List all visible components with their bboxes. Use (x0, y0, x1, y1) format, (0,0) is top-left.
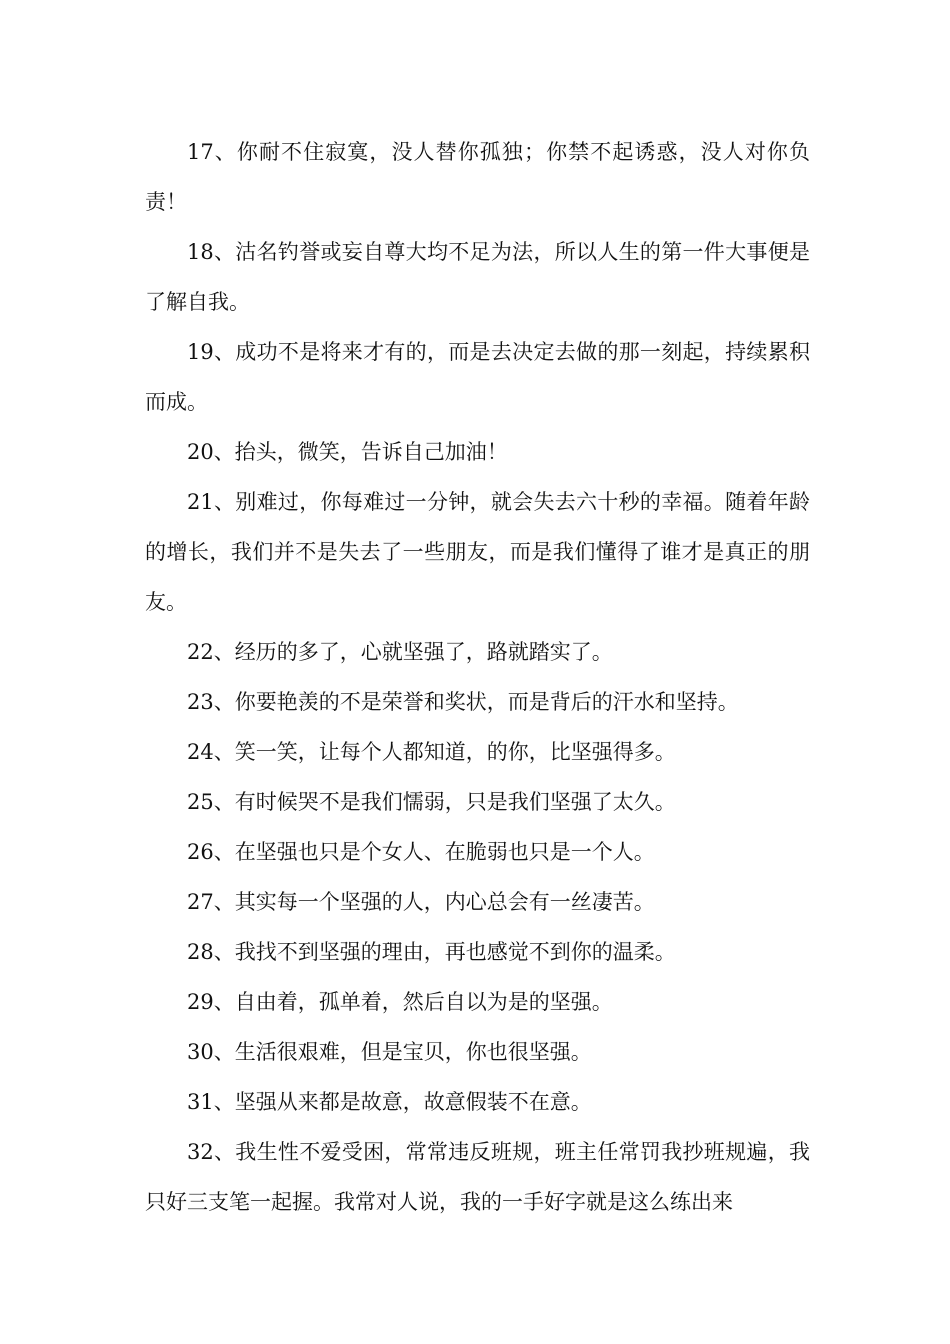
paragraph-22: 22、经历的多了，心就坚强了，路就踏实了。 (187, 640, 613, 664)
paragraph-28: 28、我找不到坚强的理由，再也感觉不到你的温柔。 (187, 940, 676, 964)
document-body (145, 127, 810, 1227)
paragraph-21: 21、别难过，你每难过一分钟，就会失去六十秒的幸福。随着年龄的增长，我们并不是失去了一些朋友，而是我们懂得了谁才是真正的朋友。 (145, 490, 810, 614)
paragraph-30: 30、生活很艰难，但是宝贝，你也很坚强。 (187, 1040, 592, 1064)
paragraph-29: 29、自由着，孤单着，然后自以为是的坚强。 (187, 990, 613, 1014)
paragraph-27: 27、其实每一个坚强的人，内心总会有一丝凄苦。 (187, 890, 655, 914)
paragraph-19: 19、成功不是将来才有的，而是去决定去做的那一刻起，持续累积而成。 (145, 340, 810, 414)
paragraph-20: 20、抬头，微笑，告诉自己加油！ (187, 440, 508, 464)
paragraph-31: 31、坚强从来都是故意，故意假装不在意。 (187, 1090, 592, 1114)
paragraph-17: 17、你耐不住寂寞，没人替你孤独；你禁不起诱惑，没人对你负责！ (145, 140, 810, 214)
paragraph-18: 18、沽名钓誉或妄自尊大均不足为法，所以人生的第一件大事便是了解自我。 (145, 240, 810, 314)
paragraph-25: 25、有时候哭不是我们懦弱，只是我们坚强了太久。 (187, 790, 676, 814)
paragraph-26: 26、在坚强也只是个女人、在脆弱也只是一个人。 (187, 840, 655, 864)
paragraph-32: 32、我生性不爱受困，常常违反班规，班主任常罚我抄班规遍，我只好三支笔一起握。我常对人说，我的一手好字就是这么练出来 (145, 1140, 810, 1214)
paragraph-24: 24、笑一笑，让每个人都知道，的你，比坚强得多。 (187, 740, 676, 764)
paragraph-23: 23、你要艳羡的不是荣誉和奖状，而是背后的汗水和坚持。 (187, 690, 739, 714)
